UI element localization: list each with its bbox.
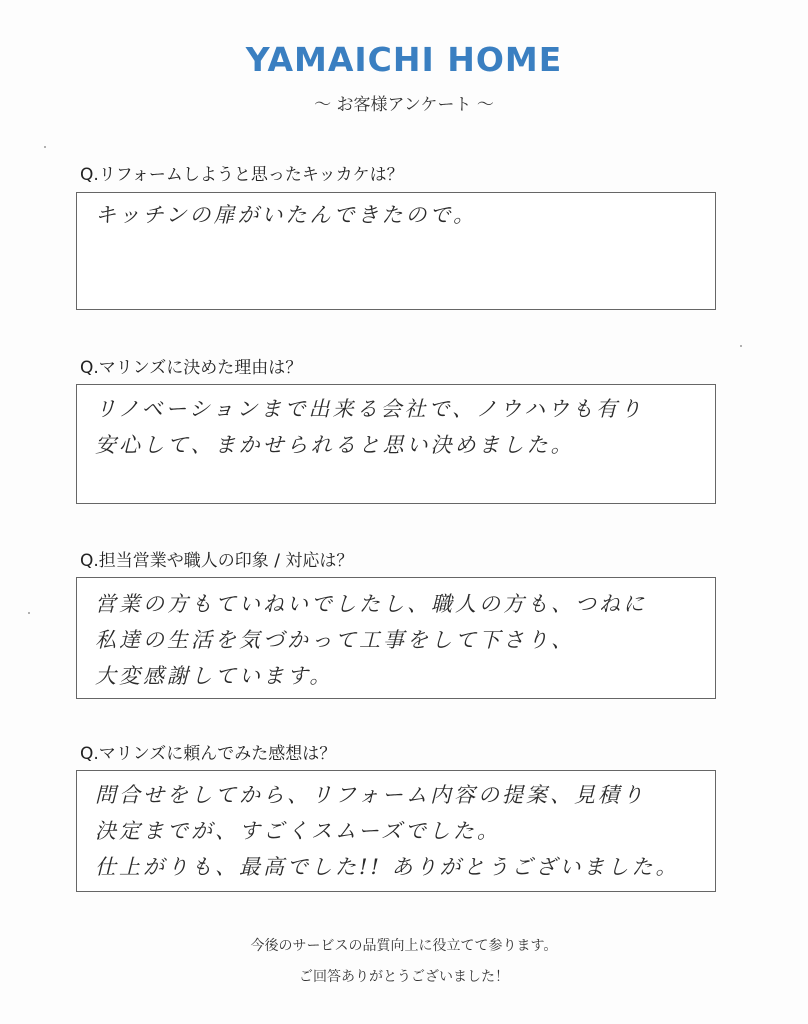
answer-box-4 bbox=[76, 770, 716, 892]
question-1-label: Q.リフォームしようと思ったキッカケは？ bbox=[80, 165, 404, 185]
handwritten-answer-2 bbox=[95, 391, 703, 463]
scan-speck bbox=[28, 612, 30, 614]
question-3-label: Q.担当営業や職人の印象 / 対応は？ bbox=[80, 551, 354, 571]
footer-message: 今後のサービスの品質向上に役立てて参ります。 bbox=[250, 938, 558, 954]
handwritten-answer-1 bbox=[95, 197, 703, 233]
scan-speck bbox=[44, 146, 46, 148]
answer-line: リノベーションまで出来る会社で、ノウハウも有り bbox=[95, 397, 645, 421]
answer-line: 問合せをしてから、リフォーム内容の提案、見積り bbox=[95, 783, 646, 807]
question-2-label: Q.マリンズに決めた理由は？ bbox=[80, 358, 303, 378]
answer-line: 決定までが、すごくスムーズでした。 bbox=[95, 819, 501, 843]
handwritten-answer-3 bbox=[95, 586, 703, 694]
answer-line: 私達の生活を気づかって工事をして下さり、 bbox=[95, 628, 575, 652]
answer-line: 営業の方もていねいでしたし、職人の方も、つねに bbox=[95, 592, 647, 616]
survey-subtitle: ～ お客様アンケート ～ bbox=[314, 95, 494, 115]
answer-box-1 bbox=[76, 192, 716, 310]
answer-box-3 bbox=[76, 577, 716, 699]
answer-line: 仕上がりも、最高でした!! ありがとうございました。 bbox=[95, 855, 680, 879]
footer-thanks: ご回答ありがとうございました！ bbox=[299, 969, 509, 985]
answer-line: 安心して、まかせられると思い決めました。 bbox=[95, 433, 575, 457]
answer-box-2 bbox=[76, 384, 716, 504]
scan-speck bbox=[740, 345, 742, 347]
question-4-label: Q.マリンズに頼んでみた感想は？ bbox=[80, 744, 337, 764]
brand-logo: YAMAICHI HOME bbox=[245, 40, 563, 79]
handwritten-answer-4 bbox=[95, 777, 703, 885]
answer-line: 大変感謝しています。 bbox=[95, 664, 334, 688]
answer-line: キッチンの扉がいたんできたので。 bbox=[95, 203, 478, 227]
